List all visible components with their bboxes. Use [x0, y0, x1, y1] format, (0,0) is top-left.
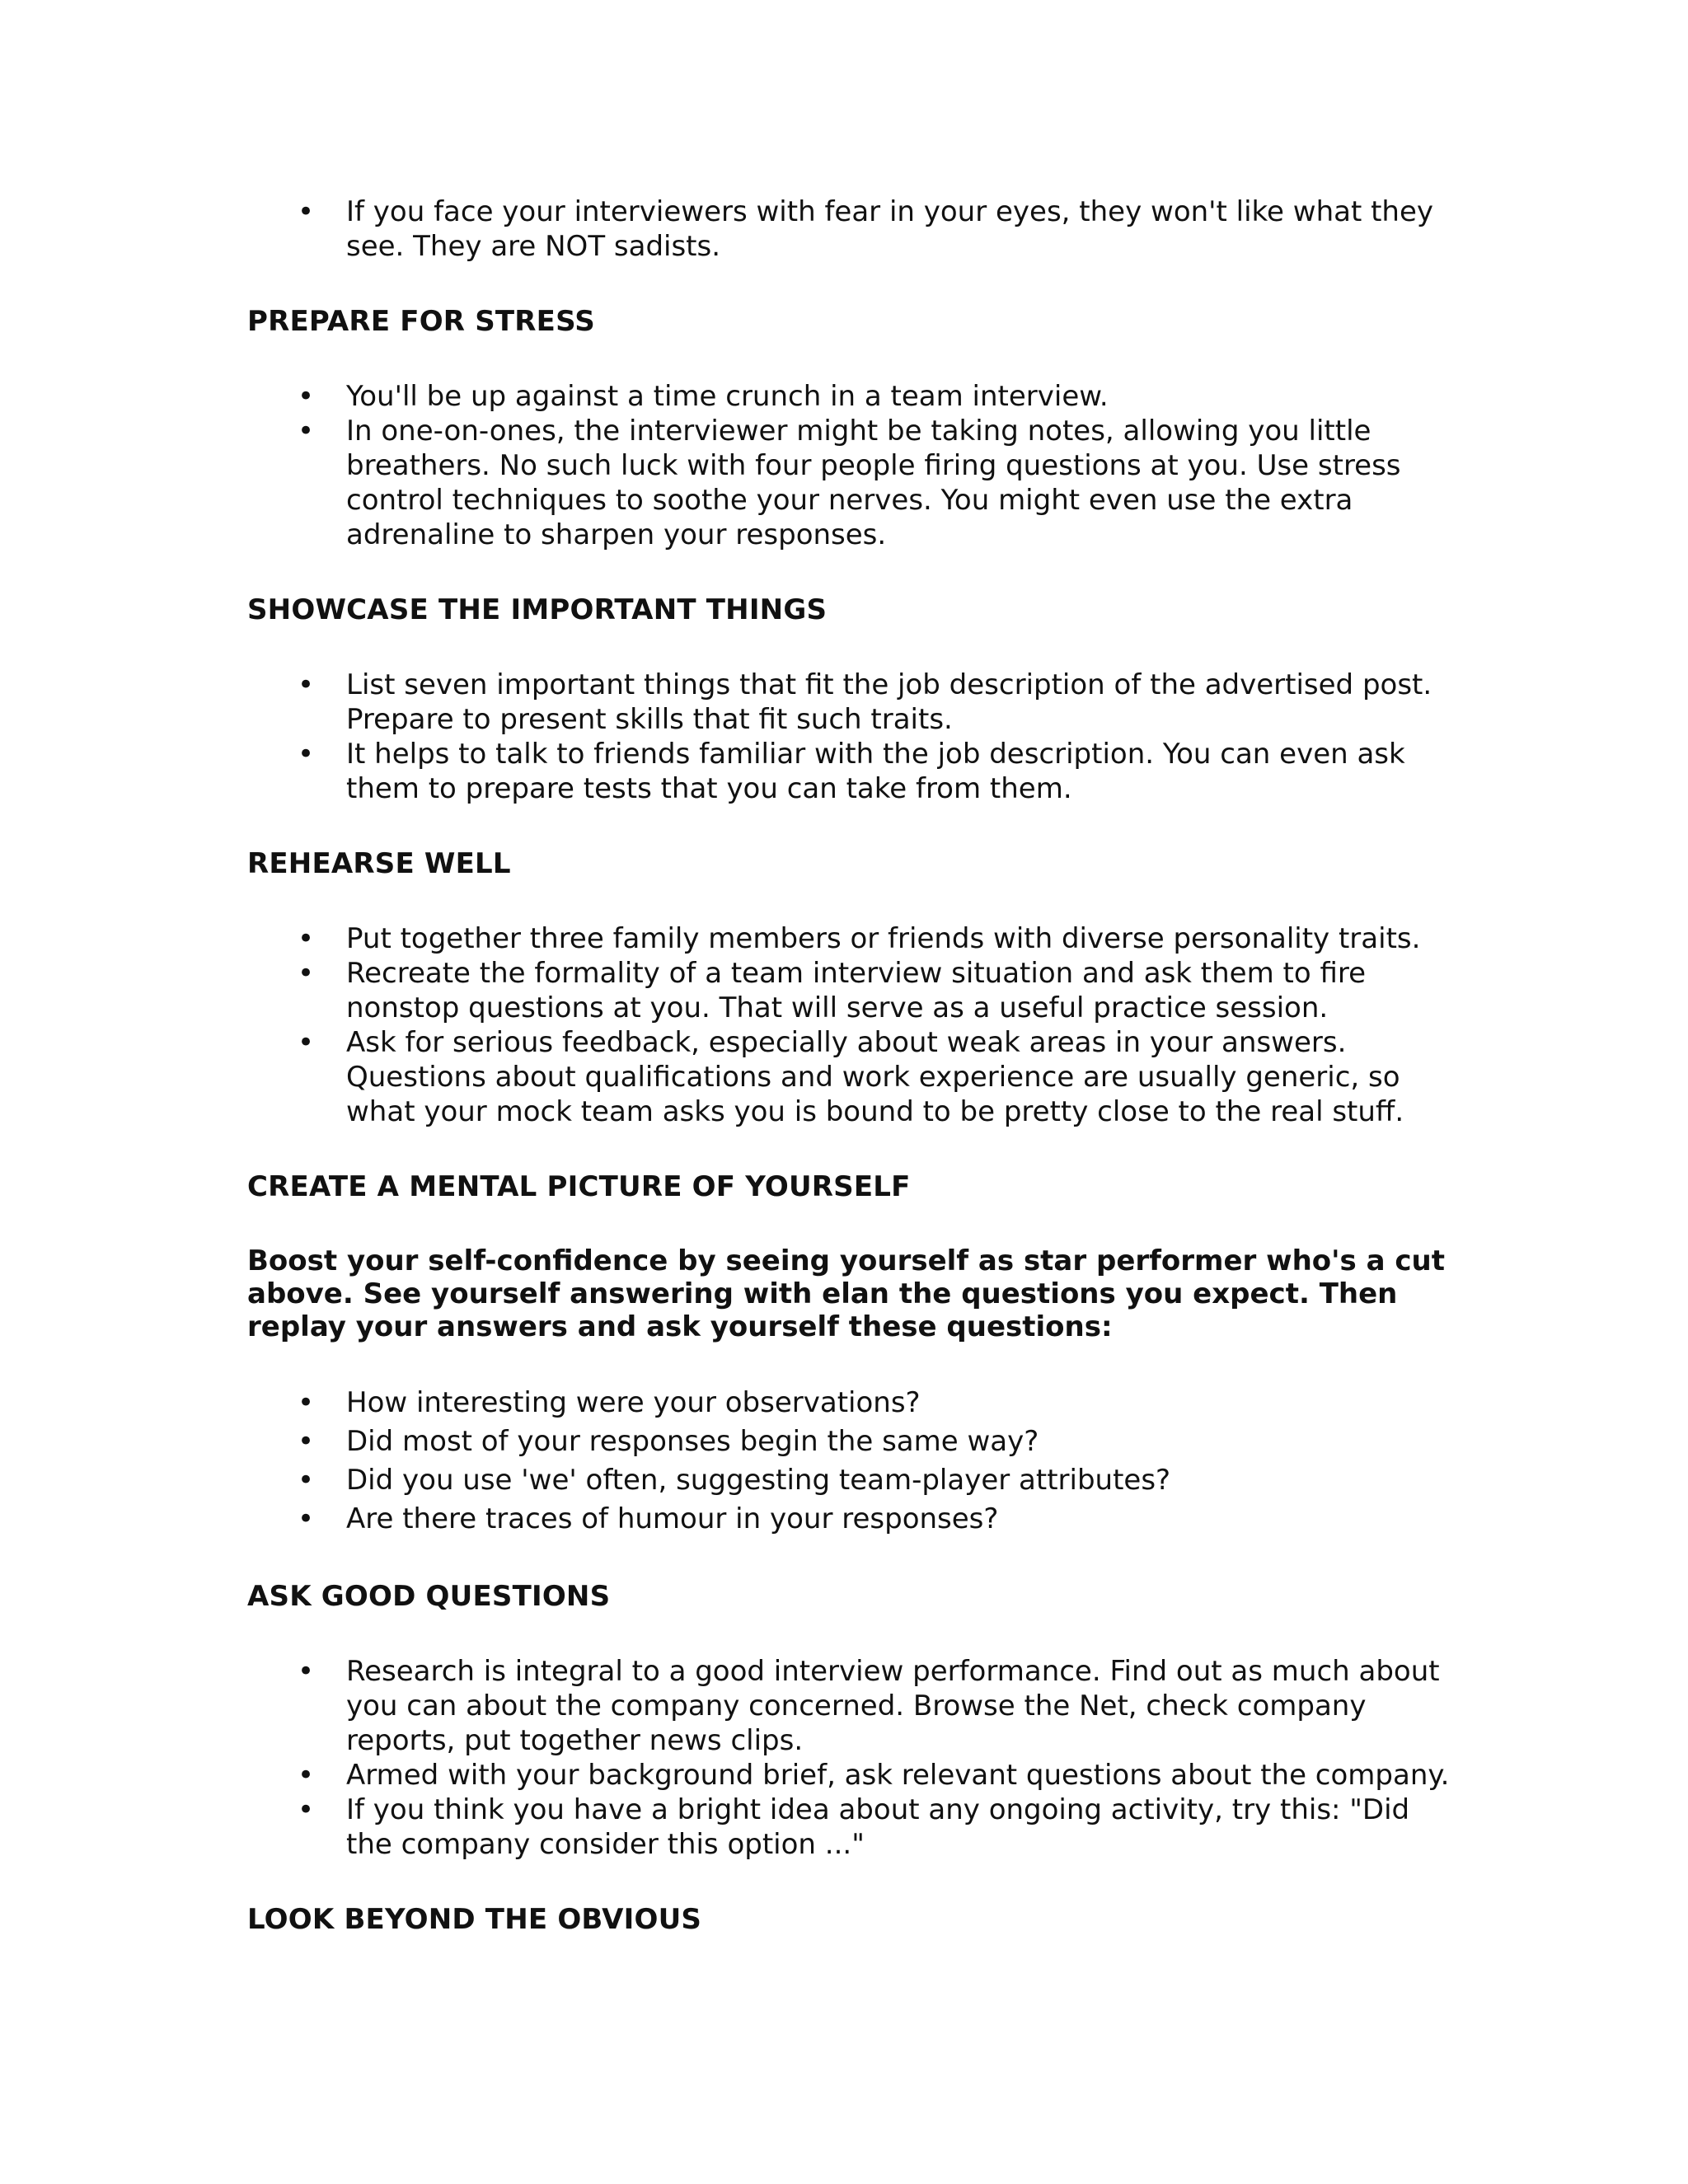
bullet-icon: •: [298, 922, 315, 955]
bullet-icon: •: [298, 1386, 315, 1419]
list-item: • Put together three family members or friends with diverse personality traits.: [298, 922, 1421, 955]
rehearse-bullet-list: [247, 921, 1451, 1129]
section-heading-showcase: SHOWCASE THE IMPORTANT THINGS: [247, 593, 828, 626]
section-heading-prepare-for-stress: PREPARE FOR STRESS: [247, 305, 595, 338]
mental-picture-intro: Boost your self-confidence by seeing yourself as star performer who's a cut above. See yourself answering with elan the questions you expect. Then replay your answers and ask yourself these questions:: [247, 1244, 1446, 1343]
section-heading-ask-good-questions: ASK GOOD QUESTIONS: [247, 1580, 611, 1613]
section-heading-mental-picture: CREATE A MENTAL PICTURE OF YOURSELF: [247, 1170, 911, 1203]
bullet-icon: •: [298, 1793, 315, 1826]
bullet-icon: •: [298, 1425, 315, 1458]
list-item: • Recreate the formality of a team interview situation and ask them to fire nonstop questions at you. That will serve as a useful practice session.: [298, 957, 1367, 1024]
section-heading-rehearse-well: REHEARSE WELL: [247, 847, 511, 880]
list-item: • List seven important things that fit the job description of the advertised post. Prepare to present skills that fit such traits.: [298, 668, 1432, 736]
list-item: • How interesting were your observations?: [247, 1384, 1451, 1422]
stress-bullet-list: [247, 379, 1451, 552]
list-item: • Are there traces of humour in your responses?: [247, 1500, 1451, 1539]
list-item: • It helps to talk to friends familiar with the job description. You can even ask them to prepare tests that you can take from them.: [298, 738, 1405, 805]
mental-picture-bullet-list: [247, 1384, 1451, 1539]
bullet-icon: •: [298, 668, 315, 701]
bullet-icon: •: [298, 1502, 315, 1535]
list-item: • Armed with your background brief, ask relevant questions about the company.: [298, 1759, 1450, 1792]
list-item: • In one-on-ones, the interviewer might be taking notes, allowing you little breathers. No such luck with four people firing questions at you. Use stress control techniques to soothe your nerves. You might even use the extra adrenaline to sharpen your responses.: [298, 415, 1401, 551]
bullet-icon: •: [298, 1464, 315, 1497]
document-page: [247, 194, 1451, 1937]
intro-bullet-list: [247, 194, 1451, 264]
bullet-icon: •: [298, 957, 315, 990]
questions-bullet-list: [247, 1654, 1451, 1862]
list-item: • If you face your interviewers with fear in your eyes, they won't like what they see. They are NOT sadists.: [298, 195, 1434, 263]
bullet-icon: •: [298, 738, 315, 771]
list-item: • Ask for serious feedback, especially about weak areas in your answers. Questions about qualifications and work experience are usually generic, so what your mock team asks you is bound to be pretty close to the real stuff.: [298, 1026, 1404, 1128]
list-item: • If you think you have a bright idea about any ongoing activity, try this: "Did the company consider this option ...": [298, 1793, 1410, 1861]
bullet-icon: •: [298, 1759, 315, 1792]
section-heading-look-beyond: LOOK BEYOND THE OBVIOUS: [247, 1903, 702, 1936]
list-item: • Did most of your responses begin the same way?: [247, 1422, 1451, 1461]
bullet-icon: •: [298, 415, 315, 448]
showcase-bullet-list: [247, 668, 1451, 806]
bullet-icon: •: [298, 1655, 315, 1688]
bullet-icon: •: [298, 1026, 315, 1059]
bullet-icon: •: [298, 380, 315, 413]
bullet-icon: •: [298, 195, 315, 228]
list-item: • You'll be up against a time crunch in a team interview.: [298, 380, 1109, 413]
list-item: • Did you use 'we' often, suggesting team-player attributes?: [247, 1461, 1451, 1500]
list-item: • Research is integral to a good interview performance. Find out as much about you can about the company concerned. Browse the Net, check company reports, put together news clips.: [298, 1655, 1440, 1757]
